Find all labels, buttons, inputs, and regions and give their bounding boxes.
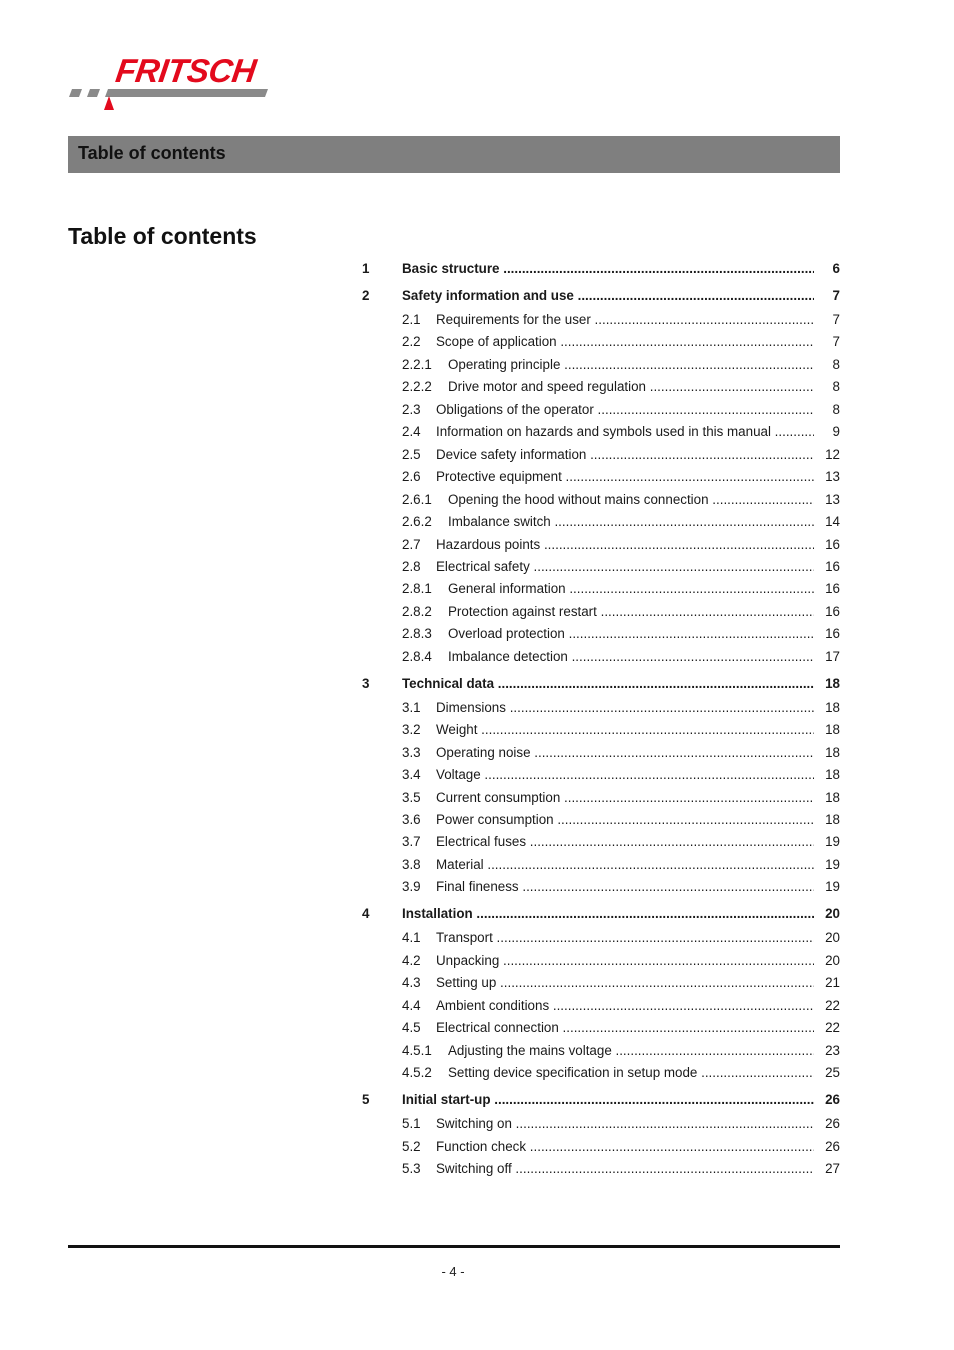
toc-entry-page: 16 xyxy=(825,603,840,619)
toc-entry-page: 9 xyxy=(832,424,840,440)
toc-entry-page: 20 xyxy=(825,952,840,968)
toc-entry-number: 1 xyxy=(362,261,370,276)
toc-entry-title: Scope of application ..... xyxy=(436,331,814,353)
toc-entry-page: 26 xyxy=(825,1138,840,1154)
toc-entry-number: 2.8.2 xyxy=(402,603,432,619)
toc-entry-title: Dimensions ..... xyxy=(436,697,814,719)
toc-entry[interactable] xyxy=(362,876,840,898)
toc-entry-number: 2.4 xyxy=(402,424,421,440)
page-number: - 4 - xyxy=(441,1264,465,1279)
toc-entry[interactable] xyxy=(362,376,840,398)
toc-entry-page: 25 xyxy=(825,1065,840,1081)
toc-entry[interactable] xyxy=(362,1136,840,1158)
toc-entry[interactable] xyxy=(362,601,840,623)
toc-entry-page: 18 xyxy=(825,767,840,783)
toc-entry-title: Transport ..... xyxy=(436,927,814,949)
toc-entry-number: 2.2.1 xyxy=(402,356,432,372)
toc-entry-number: 4.2 xyxy=(402,952,421,968)
toc-entry-title: Drive motor and speed regulation ..... xyxy=(448,376,814,398)
toc-entry[interactable] xyxy=(362,809,840,831)
toc-entry[interactable] xyxy=(362,534,840,556)
section-header-bar xyxy=(68,136,840,173)
toc-entry-title: Ambient conditions ..... xyxy=(436,995,814,1017)
toc-entry-title: Electrical fuses ..... xyxy=(436,831,814,853)
toc-entry-number: 3.6 xyxy=(402,812,421,827)
toc-entry-page: 23 xyxy=(825,1042,840,1058)
toc-entry-title: Electrical connection ..... xyxy=(436,1017,814,1039)
toc-entry-number: 3.8 xyxy=(402,856,421,872)
toc-entry[interactable] xyxy=(362,1113,840,1135)
toc-entry-number: 2.7 xyxy=(402,536,421,552)
logo-wordmark: FRITSCH xyxy=(113,52,259,89)
toc-entry-page: 16 xyxy=(825,536,840,552)
toc-entry-page: 13 xyxy=(825,491,840,507)
toc-entry-page: 14 xyxy=(825,514,840,530)
fritsch-logo xyxy=(68,52,283,112)
toc-entry-number: 3.7 xyxy=(402,834,421,850)
toc-entry[interactable] xyxy=(362,489,840,511)
toc-entry-title: General information ..... xyxy=(448,578,814,600)
toc-entry-page: 26 xyxy=(825,1092,840,1108)
toc-entry-number: 2.8.1 xyxy=(402,581,432,597)
toc-entry-page: 16 xyxy=(825,626,840,642)
toc-entry-title: Setting up ..... xyxy=(436,972,814,994)
toc-entry-number: 5.3 xyxy=(402,1160,421,1176)
toc-entry-number: 3.9 xyxy=(402,879,421,895)
toc-entry-number: 4 xyxy=(362,906,370,922)
toc-entry-page: 18 xyxy=(825,699,840,715)
toc-entry[interactable] xyxy=(362,831,840,853)
toc-entry-number: 3.4 xyxy=(402,767,421,783)
toc-entry[interactable] xyxy=(362,623,840,645)
toc-entry[interactable] xyxy=(362,466,840,488)
footer-divider xyxy=(68,1245,840,1248)
toc-entry-number: 3 xyxy=(362,675,370,691)
toc-entry-title: Safety information and use ..... xyxy=(402,285,814,307)
toc-entry-page: 22 xyxy=(825,1020,840,1036)
toc-entry[interactable] xyxy=(362,421,840,443)
toc-entry-title: Operating principle ..... xyxy=(448,354,814,376)
section-header-title: Table of contents xyxy=(78,143,226,163)
toc-entry-page: 17 xyxy=(825,648,840,664)
toc-entry[interactable] xyxy=(362,927,840,949)
toc-entry[interactable] xyxy=(362,1158,840,1180)
toc-entry-title: Overload protection ..... xyxy=(448,623,814,645)
toc-entry-number: 2.8.3 xyxy=(402,626,432,642)
toc-entry[interactable] xyxy=(362,764,840,786)
toc-entry-page: 16 xyxy=(825,558,840,574)
toc-entry-number: 4.1 xyxy=(402,930,421,946)
toc-entry[interactable] xyxy=(362,854,840,876)
toc-entry-title: Information on hazards and symbols used in this manual ..... xyxy=(436,421,814,443)
toc-entry-page: 18 xyxy=(825,675,840,691)
toc-entry[interactable] xyxy=(362,511,840,533)
toc-entry-title: Material ..... xyxy=(436,854,814,876)
toc-entry-page: 18 xyxy=(825,722,840,738)
toc-entry-number: 4.3 xyxy=(402,975,421,991)
toc-entry-number: 2.8 xyxy=(402,558,421,574)
toc-entry[interactable] xyxy=(362,719,840,741)
page-title: Table of contents xyxy=(68,223,257,249)
toc-entry-page: 7 xyxy=(832,288,840,303)
toc-entry-title: Hazardous points ..... xyxy=(436,534,814,556)
toc-entry-title: Final fineness ..... xyxy=(436,876,814,898)
toc-entry-number: 2.8.4 xyxy=(402,648,432,664)
toc-entry-page: 19 xyxy=(825,834,840,850)
toc-entry-title: Basic structure ..... xyxy=(402,258,814,280)
toc-entry-page: 20 xyxy=(825,930,840,946)
toc-entry-page: 12 xyxy=(825,446,840,462)
toc-entry-number: 2.2.2 xyxy=(402,379,432,395)
toc-entry[interactable] xyxy=(362,646,840,668)
toc-entry[interactable] xyxy=(362,903,840,925)
toc-entry-title: Imbalance switch ..... xyxy=(448,511,814,533)
toc-entry-number: 2.2 xyxy=(402,334,421,350)
toc-entry-page: 19 xyxy=(825,879,840,895)
toc-entry-title: Power consumption ..... xyxy=(436,809,814,831)
toc-entry-title: Switching off ..... xyxy=(436,1158,814,1180)
toc-entry-page: 19 xyxy=(825,856,840,872)
toc-entry[interactable] xyxy=(362,578,840,600)
toc-entry-number: 2.1 xyxy=(402,312,421,327)
toc-entry-page: 22 xyxy=(825,997,840,1013)
toc-entry-page: 7 xyxy=(832,312,840,327)
toc-entry[interactable] xyxy=(362,556,840,578)
toc-entry-number: 3.3 xyxy=(402,744,421,760)
toc-entry[interactable] xyxy=(362,673,840,695)
toc-entry-number: 3.5 xyxy=(402,789,421,805)
toc-entry-number: 4.5.2 xyxy=(402,1065,432,1081)
toc-entry-page: 13 xyxy=(825,469,840,485)
toc-entry-title: Protection against restart ..... xyxy=(448,601,814,623)
toc-entry[interactable] xyxy=(362,258,840,280)
toc-entry[interactable] xyxy=(362,309,840,331)
toc-entry-title: Obligations of the operator ..... xyxy=(436,399,814,421)
toc-entry[interactable] xyxy=(362,285,840,307)
toc-entry-number: 5 xyxy=(362,1092,370,1108)
toc-entry-title: Adjusting the mains voltage ..... xyxy=(448,1040,814,1062)
toc-entry-number: 2.3 xyxy=(402,401,421,417)
toc-entry-title: Requirements for the user ..... xyxy=(436,309,814,331)
toc-entry-title: Protective equipment ..... xyxy=(436,466,814,488)
toc-entry[interactable] xyxy=(362,331,840,353)
toc-entry-title: Switching on ..... xyxy=(436,1113,814,1135)
toc-entry-title: Initial start-up ..... xyxy=(402,1089,814,1111)
toc-entry-number: 2.6.2 xyxy=(402,514,432,530)
toc-entry[interactable] xyxy=(362,697,840,719)
toc-entry-page: 18 xyxy=(825,744,840,760)
toc-entry-number: 2 xyxy=(362,288,370,303)
toc-entry[interactable] xyxy=(362,354,840,376)
toc-entry-page: 8 xyxy=(832,356,840,372)
toc-entry-number: 3.2 xyxy=(402,722,421,738)
toc-entry[interactable] xyxy=(362,995,840,1017)
toc-entry[interactable] xyxy=(362,1089,840,1111)
toc-entry-page: 20 xyxy=(825,906,840,922)
toc-entry[interactable] xyxy=(362,787,840,809)
toc-entry-number: 4.5.1 xyxy=(402,1042,432,1058)
toc-entry[interactable] xyxy=(362,1062,840,1084)
toc-entry-page: 7 xyxy=(832,334,840,350)
toc-entry-title: Current consumption ..... xyxy=(436,787,814,809)
toc-entry-title: Weight ..... xyxy=(436,719,814,741)
toc-entry-page: 26 xyxy=(825,1116,840,1132)
toc-entry-title: Unpacking ..... xyxy=(436,950,814,972)
toc-entry-title: Electrical safety ..... xyxy=(436,556,814,578)
toc-entry-number: 2.6.1 xyxy=(402,491,432,507)
toc-entry-number: 4.4 xyxy=(402,997,421,1013)
toc-entry[interactable] xyxy=(362,399,840,421)
toc-entry-title: Technical data ..... xyxy=(402,673,814,695)
toc-entry[interactable] xyxy=(362,444,840,466)
toc-entry[interactable] xyxy=(362,972,840,994)
toc-entry-page: 6 xyxy=(832,261,840,276)
toc-entry-page: 27 xyxy=(825,1160,840,1176)
toc-entry[interactable] xyxy=(362,1017,840,1039)
toc-entry-page: 18 xyxy=(825,789,840,805)
toc-entry-title: Device safety information ..... xyxy=(436,444,814,466)
toc-entry-number: 3.1 xyxy=(402,699,421,715)
toc-entry-number: 5.1 xyxy=(402,1116,421,1132)
toc-entry[interactable] xyxy=(362,950,840,972)
toc-entry-number: 4.5 xyxy=(402,1020,421,1036)
toc-entry-number: 2.6 xyxy=(402,469,421,485)
toc-entry[interactable] xyxy=(362,742,840,764)
toc-entry-number: 5.2 xyxy=(402,1138,421,1154)
toc-entry-page: 18 xyxy=(825,812,840,827)
toc-entry-title: Voltage ..... xyxy=(436,764,814,786)
toc-entry[interactable] xyxy=(362,1040,840,1062)
toc-entry-number: 2.5 xyxy=(402,446,421,462)
toc-entry-title: Installation ..... xyxy=(402,903,814,925)
toc-entry-title: Imbalance detection ..... xyxy=(448,646,814,668)
toc-entry-title: Function check ..... xyxy=(436,1136,814,1158)
toc-entry-title: Setting device specification in setup mode ..... xyxy=(448,1062,814,1084)
toc-entry-page: 8 xyxy=(832,379,840,395)
toc-entry-page: 8 xyxy=(832,401,840,417)
toc-entry-page: 21 xyxy=(825,975,840,991)
toc-entry-title: Operating noise ..... xyxy=(436,742,814,764)
toc-entry-page: 16 xyxy=(825,581,840,597)
toc-entry-title: Opening the hood without mains connection ..... xyxy=(448,489,814,511)
